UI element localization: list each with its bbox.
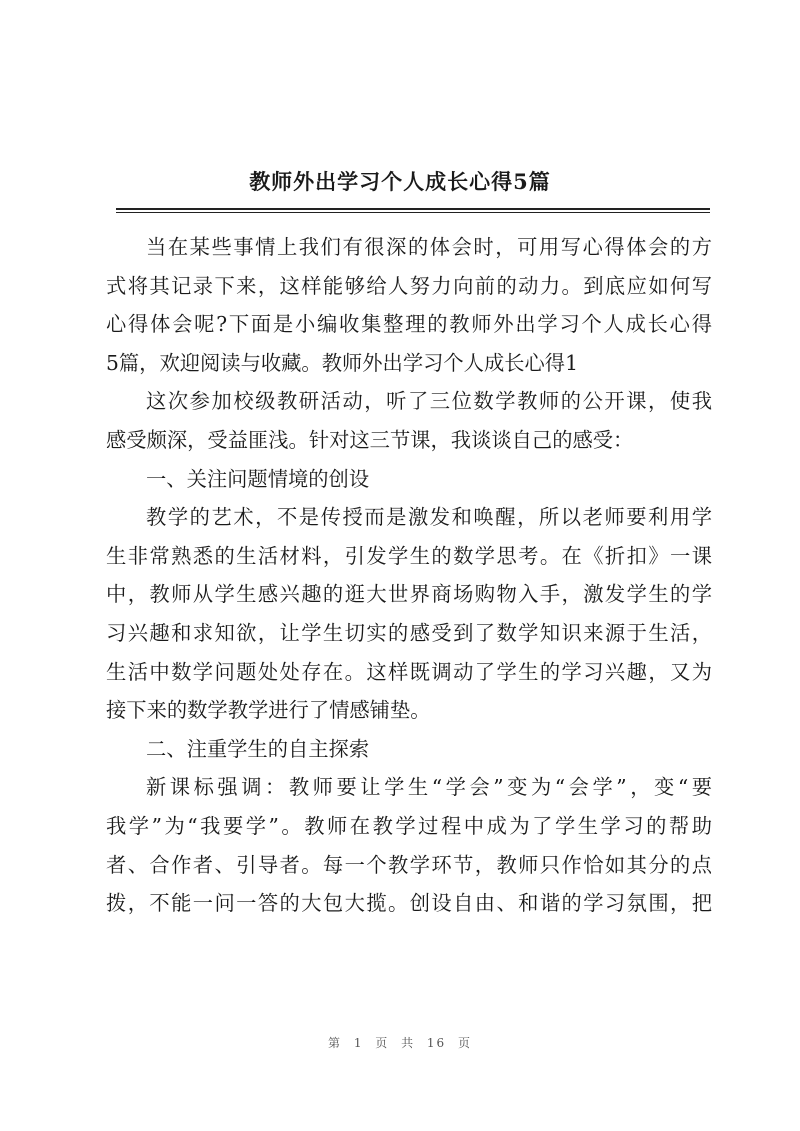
title-divider-thin: [116, 212, 710, 213]
body-line: 二、注重学生的自主探索: [146, 736, 370, 761]
body-line: 5篇，欢迎阅读与收藏。教师外出学习个人成长心得1: [106, 350, 578, 375]
title-divider-thick: [116, 208, 710, 210]
body-line: 心得体会呢?下面是小编收集整理的教师外出学习个人成长心得: [106, 312, 712, 337]
body-line: 习兴趣和求知欲，让学生切实的感受到了数学知识来源于生活，: [106, 620, 712, 645]
body-line: 当在某些事情上我们有很深的体会时，可用写心得体会的方: [146, 235, 712, 259]
body-line: 教学的艺术，不是传授而是激发和唤醒，所以老师要利用学: [146, 505, 712, 530]
body-line: 中，教师从学生感兴趣的逛大世界商场购物入手，激发学生的学: [106, 582, 712, 607]
page-footer: 第 1 页 共 16 页: [328, 1036, 472, 1050]
body-line: 式将其记录下来，这样能够给人努力向前的动力。到底应如何写: [106, 273, 712, 298]
body-line: 一、关注问题情境的创设: [146, 466, 370, 491]
body-line: 生非常熟悉的生活材料，引发学生的数学思考。在《折扣》一课: [106, 543, 712, 568]
body-line: 我学”为“我要学”。教师在教学过程中成为了学生学习的帮助: [106, 813, 712, 838]
body-line: 感受颇深，受益匪浅。针对这三节课，我谈谈自己的感受：: [106, 427, 634, 452]
body-line: 拨，不能一问一答的大包大揽。创设自由、和谐的学习氛围，把: [106, 891, 712, 916]
body-line: 生活中数学问题处处存在。这样既调动了学生的学习兴趣，又为: [106, 659, 712, 684]
body-line: 者、合作者、引导者。每一个教学环节，教师只作恰如其分的点: [106, 852, 712, 877]
document-body: [106, 228, 712, 923]
body-line: 新课标强调：教师要让学生“学会”变为“会学”，变“要: [146, 775, 712, 800]
document-title: 教师外出学习个人成长心得5篇: [249, 169, 551, 194]
body-line: 这次参加校级教研活动，听了三位数学教师的公开课，使我: [146, 389, 712, 414]
body-line: 接下来的数学教学进行了情感铺垫。: [106, 698, 431, 723]
